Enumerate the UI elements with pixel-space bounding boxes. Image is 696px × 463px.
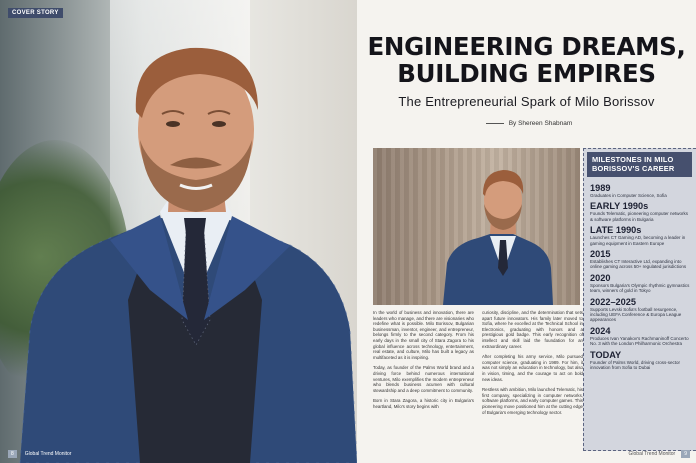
article-column-2	[482, 310, 583, 420]
milestone-description: Establishes CT Interactive Ltd, expanding into online gaming across 50+ regulated jurisdictions	[590, 259, 687, 270]
milestone-description: Supports Levski Sofia's football resurgence, including UEFA Conference & Europa League appearances	[590, 306, 682, 323]
cover-story-badge: COVER STORY	[8, 8, 63, 18]
headline-line-1: ENGINEERING DREAMS,	[367, 32, 686, 61]
milestone-item	[590, 297, 690, 323]
milestone-item	[590, 225, 690, 246]
milestone-year: 2024	[590, 325, 611, 336]
byline-rule	[486, 123, 504, 124]
inset-portrait-illustration	[373, 148, 580, 305]
headline-line-2: BUILDING EMPIRES	[397, 59, 656, 88]
milestone-description: Graduates in Computer Science, Sofia	[590, 193, 667, 198]
paragraph: In the world of business and innovation, there are leaders who manage, and there are visionaries who redefine what is possible. Milo Borissov, Bulgarian businessman, inventor, engineer, and entrepreneur, belongs firmly to the second category. From his early days in the small city of Stara Zagora to his global influence across technology, entertainment, real estate, and culture, Milo has built a legacy as multifaceted as it is inspiring.	[373, 310, 474, 360]
subtitle: The Entrepreneurial Spark of Milo Borissov	[398, 94, 655, 109]
paragraph: Today, as founder of the Palms World brand and a driving force behind numerous international ventures, Milo exemplifies the modern entrepreneur who blends business acumen with cultural stewardship and a deep commitment to community.	[373, 365, 474, 393]
milestone-description: Sponsors Bulgaria's Olympic rhythmic gymnastics team, winners of gold in Tokyo	[590, 282, 690, 294]
paragraph: curiosity, discipline, and the determination that sets apart future innovators. His family later moved to Sofia, where he excelled at the Technical School in Electronics, graduating with honors and a prestigious gold badge. This early recognition of intellect and skill laid the foundation for an extraordinary career.	[482, 310, 583, 349]
milestone-item	[590, 249, 690, 270]
milestone-item	[590, 326, 690, 347]
milestone-year: 2015	[590, 249, 611, 260]
milestone-description: Produces Ivan Yanakov's Rachmaninoff Concerto No. 3 with the London Philharmonic Orchestra	[590, 335, 689, 347]
milestone-item	[590, 201, 690, 222]
right-page-footer	[629, 450, 690, 458]
byline	[357, 120, 696, 127]
milestone-year: EARLY 1990s	[590, 201, 649, 212]
milestones-title: MILESTONES IN MILO BORISSOV'S CAREER	[587, 152, 692, 177]
milestone-year: 2020	[590, 272, 611, 283]
milestone-description: Launches CT Gaming AD, becoming a leader in gaming equipment in Eastern Europe	[590, 235, 686, 246]
inset-portrait-photo	[373, 148, 580, 305]
byline-text: By Shereen Shabnam	[508, 120, 573, 127]
magazine-name: Global Trend Monitor	[628, 451, 676, 457]
headline	[357, 33, 696, 87]
paragraph: Restless with ambition, Milo launched Telematic, his first company, specializing in computer networks, software platforms, and early computer games. This pioneering move positioned him at the cutting edge of Bulgaria's emerging technology sector.	[482, 387, 583, 415]
page-number: 9	[681, 450, 690, 458]
milestone-item	[590, 350, 690, 371]
magazine-name: Global Trend Monitor	[24, 451, 72, 457]
milestone-year: TODAY	[590, 349, 622, 360]
milestone-item	[590, 273, 690, 294]
page-number: 8	[8, 450, 17, 458]
milestone-year: LATE 1990s	[590, 225, 642, 236]
milestone-description: Founder of Palms World, driving cross-sector innovation from Sofia to Dubai	[590, 359, 680, 371]
milestones-sidebar	[583, 148, 696, 451]
left-page-footer	[8, 450, 71, 458]
article-page	[357, 0, 696, 463]
milestone-year: 1989	[590, 183, 611, 193]
article-body	[373, 310, 583, 420]
article-column-1	[373, 310, 474, 420]
paragraph: Born in Stara Zagora, a historic city in Bulgaria's heartland, Milo's story begins with	[373, 398, 474, 409]
milestone-description: Founds Telematic, pioneering computer networks & software platforms in Bulgaria	[590, 211, 688, 222]
paragraph: After completing his army service, Milo pursued computer science, graduating in 1989. For him, it was not simply an education in technology, but also in vision, timing, and the courage to act on bold new ideas.	[482, 354, 583, 382]
milestone-year: 2022–2025	[590, 296, 636, 307]
milestone-item	[590, 183, 690, 198]
